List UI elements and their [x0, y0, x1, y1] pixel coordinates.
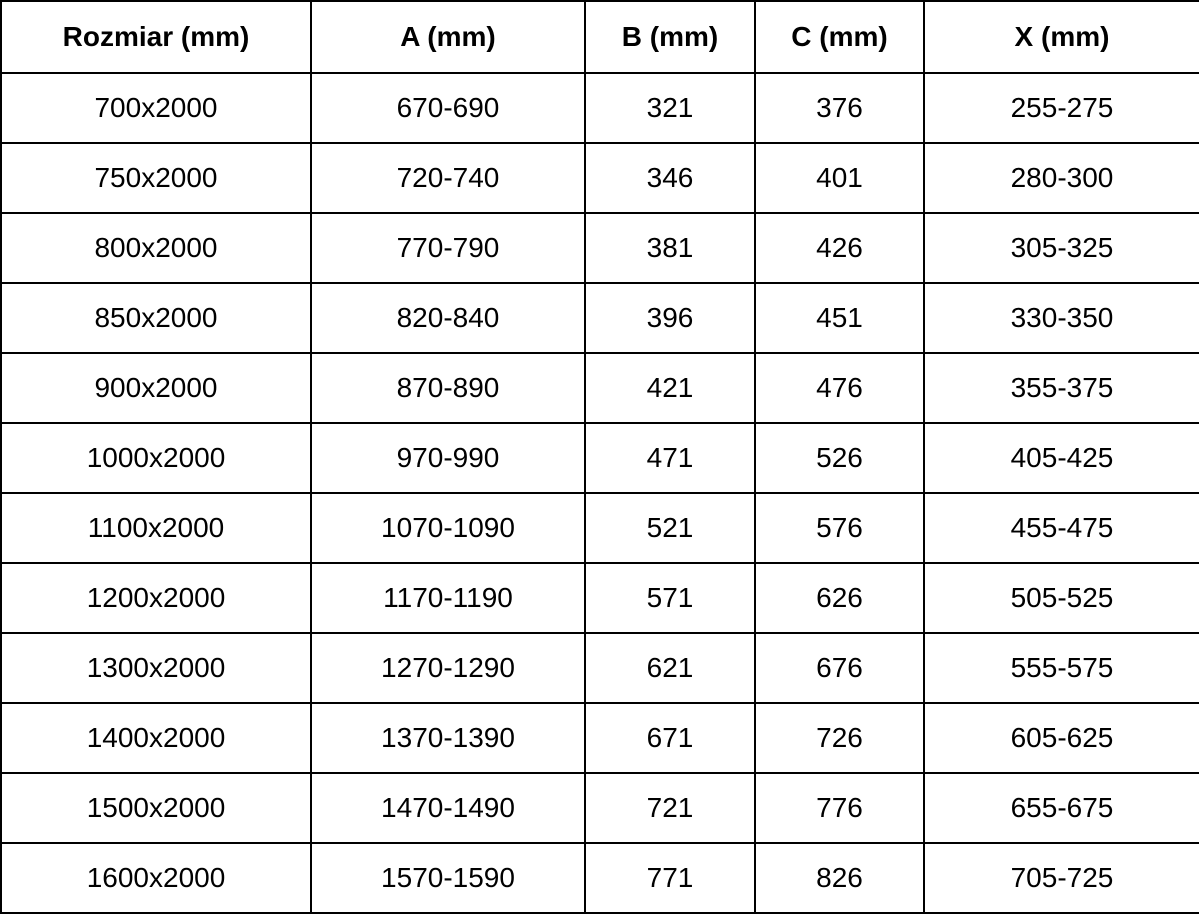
table-cell-x: 330-350	[924, 283, 1199, 353]
table-row	[1, 633, 1199, 703]
table-cell-a: 720-740	[311, 143, 585, 213]
table-cell-b: 396	[585, 283, 755, 353]
table-cell-rozmiar: 1300x2000	[1, 633, 311, 703]
table-cell-x: 405-425	[924, 423, 1199, 493]
table-cell-c: 826	[755, 843, 924, 913]
table-row	[1, 423, 1199, 493]
table-cell-x: 305-325	[924, 213, 1199, 283]
table-cell-b: 381	[585, 213, 755, 283]
table-cell-rozmiar: 1000x2000	[1, 423, 311, 493]
table-cell-c: 476	[755, 353, 924, 423]
table-cell-rozmiar: 800x2000	[1, 213, 311, 283]
table-cell-c: 401	[755, 143, 924, 213]
column-header-rozmiar: Rozmiar (mm)	[1, 1, 311, 73]
table-row	[1, 213, 1199, 283]
table-cell-b: 621	[585, 633, 755, 703]
table-row	[1, 493, 1199, 563]
table-cell-rozmiar: 750x2000	[1, 143, 311, 213]
table-cell-a: 1270-1290	[311, 633, 585, 703]
table-cell-x: 605-625	[924, 703, 1199, 773]
table-cell-a: 870-890	[311, 353, 585, 423]
table-cell-rozmiar: 900x2000	[1, 353, 311, 423]
table-cell-a: 770-790	[311, 213, 585, 283]
table-cell-a: 1470-1490	[311, 773, 585, 843]
table-row	[1, 143, 1199, 213]
table-cell-x: 705-725	[924, 843, 1199, 913]
table-cell-rozmiar: 1200x2000	[1, 563, 311, 633]
table-row	[1, 353, 1199, 423]
table-cell-x: 255-275	[924, 73, 1199, 143]
table-cell-x: 655-675	[924, 773, 1199, 843]
table-cell-b: 721	[585, 773, 755, 843]
table-cell-b: 771	[585, 843, 755, 913]
column-header-c: C (mm)	[755, 1, 924, 73]
table-cell-c: 676	[755, 633, 924, 703]
table-cell-rozmiar: 1600x2000	[1, 843, 311, 913]
table-cell-a: 970-990	[311, 423, 585, 493]
table-cell-b: 421	[585, 353, 755, 423]
table-cell-a: 820-840	[311, 283, 585, 353]
table-cell-c: 626	[755, 563, 924, 633]
table-cell-c: 526	[755, 423, 924, 493]
table-cell-rozmiar: 850x2000	[1, 283, 311, 353]
table-cell-x: 355-375	[924, 353, 1199, 423]
table-row	[1, 703, 1199, 773]
table-cell-c: 451	[755, 283, 924, 353]
table-cell-a: 1170-1190	[311, 563, 585, 633]
table-cell-x: 555-575	[924, 633, 1199, 703]
table-cell-b: 521	[585, 493, 755, 563]
table-body	[1, 73, 1199, 913]
table-cell-a: 1570-1590	[311, 843, 585, 913]
table-cell-rozmiar: 1100x2000	[1, 493, 311, 563]
table-row	[1, 843, 1199, 913]
table-cell-a: 670-690	[311, 73, 585, 143]
table-cell-c: 726	[755, 703, 924, 773]
table-cell-rozmiar: 1500x2000	[1, 773, 311, 843]
table-cell-a: 1370-1390	[311, 703, 585, 773]
table-cell-b: 471	[585, 423, 755, 493]
table-cell-b: 346	[585, 143, 755, 213]
table-cell-c: 576	[755, 493, 924, 563]
table-row	[1, 73, 1199, 143]
table-cell-c: 426	[755, 213, 924, 283]
table-row	[1, 283, 1199, 353]
table-cell-a: 1070-1090	[311, 493, 585, 563]
column-header-a: A (mm)	[311, 1, 585, 73]
table-cell-rozmiar: 1400x2000	[1, 703, 311, 773]
table-cell-c: 776	[755, 773, 924, 843]
table-cell-x: 505-525	[924, 563, 1199, 633]
table-cell-b: 671	[585, 703, 755, 773]
column-header-b: B (mm)	[585, 1, 755, 73]
table-cell-c: 376	[755, 73, 924, 143]
table-cell-b: 571	[585, 563, 755, 633]
table-cell-b: 321	[585, 73, 755, 143]
table-cell-x: 280-300	[924, 143, 1199, 213]
table-cell-rozmiar: 700x2000	[1, 73, 311, 143]
table-row	[1, 773, 1199, 843]
table-cell-x: 455-475	[924, 493, 1199, 563]
table-row	[1, 563, 1199, 633]
column-header-x: X (mm)	[924, 1, 1199, 73]
header-row	[1, 1, 1199, 73]
